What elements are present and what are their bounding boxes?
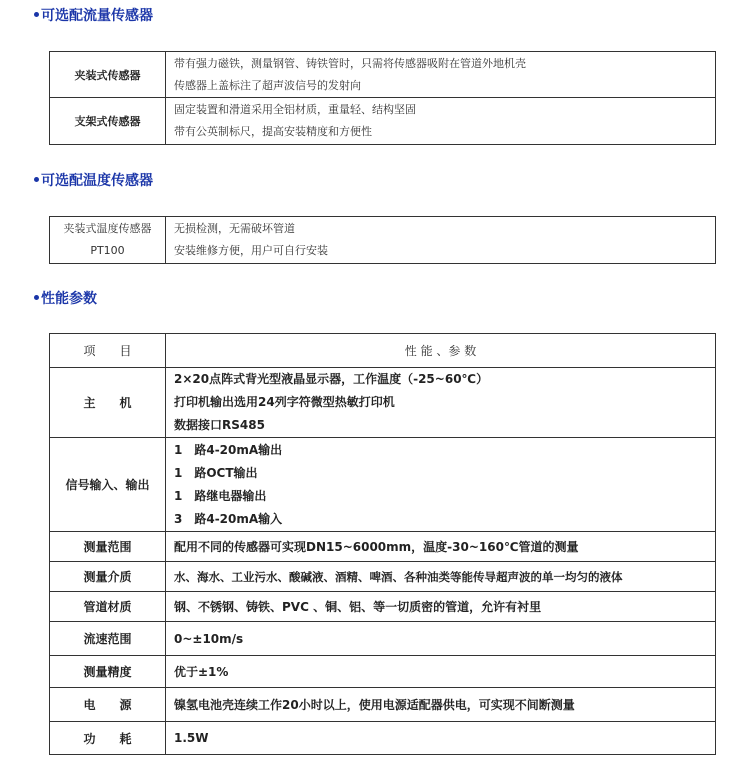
value-line: 带有公英制标尺，提高安装精度和方便性: [174, 125, 372, 138]
table-header-row: [50, 334, 716, 368]
value-line: 带有强力磁铁，测量钢管、铸铁管时，只需将传感器吸附在管道外地机壳: [174, 56, 526, 70]
bullet-icon: [34, 295, 39, 300]
header-value: 性 能 、参 数: [166, 334, 716, 368]
bullet-icon: [34, 12, 39, 17]
temp-sensor-table: [49, 216, 716, 264]
row-value: 优于±1%: [166, 656, 716, 688]
value-line: 数据接口RS485: [174, 418, 265, 432]
row-value: 水、海水、工业污水、酸碱液、酒精、啤酒、各种油类等能传导超声波的单一均匀的液体: [166, 562, 716, 592]
header-item: 项 目: [50, 334, 166, 368]
table-row: [50, 622, 716, 656]
row-label: [50, 217, 166, 264]
row-value: 0~±10m/s: [166, 622, 716, 656]
table-row: [50, 52, 716, 98]
row-value: [166, 438, 716, 532]
value-line: 2×20点阵式背光型液晶显示器，工作温度（-25~60℃）: [174, 372, 489, 386]
row-value: [166, 217, 716, 264]
value-line: 传感器上盖标注了超声波信号的发射向: [174, 78, 361, 92]
bullet-icon: [34, 177, 39, 182]
table-row: [50, 98, 716, 145]
value-line: 固定装置和滑道采用全铝材质，重量轻、结构坚固: [174, 103, 416, 116]
row-label: 主 机: [50, 368, 166, 438]
row-label: 功 耗: [50, 722, 166, 755]
row-value: 镍氢电池壳连续工作20小时以上，使用电源适配器供电，可实现不间断测量: [166, 688, 716, 722]
value-line: 1 路OCT输出: [174, 465, 258, 480]
table-row: [50, 722, 716, 755]
label-line: PT100: [90, 244, 125, 257]
row-label: 信号输入、输出: [50, 438, 166, 532]
row-label: 夹装式传感器: [50, 52, 166, 98]
value-line: 打印机输出选用24列字符微型热敏打印机: [174, 395, 395, 409]
table-row: [50, 656, 716, 688]
row-value: [166, 368, 716, 438]
row-label: 流速范围: [50, 622, 166, 656]
flow-sensor-table: [49, 51, 716, 145]
perf-heading: 性能参数: [34, 290, 97, 308]
temp-sensor-heading: 可选配温度传感器: [34, 172, 153, 190]
table-row: [50, 688, 716, 722]
value-line: 3 路4-20mA输入: [174, 511, 283, 526]
row-value: 1.5W: [166, 722, 716, 755]
row-value: [166, 98, 716, 145]
flow-sensor-heading: 可选配流量传感器: [34, 7, 153, 25]
label-line: 夹装式温度传感器: [63, 222, 152, 235]
row-label: 测量精度: [50, 656, 166, 688]
table-row: [50, 562, 716, 592]
table-row: [50, 532, 716, 562]
perf-table: [49, 333, 716, 755]
table-row: [50, 592, 716, 622]
row-value: 配用不同的传感器可实现DN15~6000mm，温度-30~160℃管道的测量: [166, 532, 716, 562]
row-label: 测量介质: [50, 562, 166, 592]
value-line: 安装维修方便，用户可自行安装: [174, 244, 328, 257]
value-line: 无损检测，无需破坏管道: [174, 222, 295, 235]
table-row: [50, 438, 716, 532]
row-label: 管道材质: [50, 592, 166, 622]
table-row: [50, 368, 716, 438]
value-line: 1 路4-20mA输出: [174, 442, 283, 457]
row-label: 测量范围: [50, 532, 166, 562]
row-label: 支架式传感器: [50, 98, 166, 145]
row-label: 电 源: [50, 688, 166, 722]
value-line: 1 路继电器输出: [174, 488, 267, 503]
table-row: [50, 217, 716, 264]
row-value: 钢、不锈钢、铸铁、PVC 、铜、铝、等一切质密的管道，允许有衬里: [166, 592, 716, 622]
row-value: [166, 52, 716, 98]
